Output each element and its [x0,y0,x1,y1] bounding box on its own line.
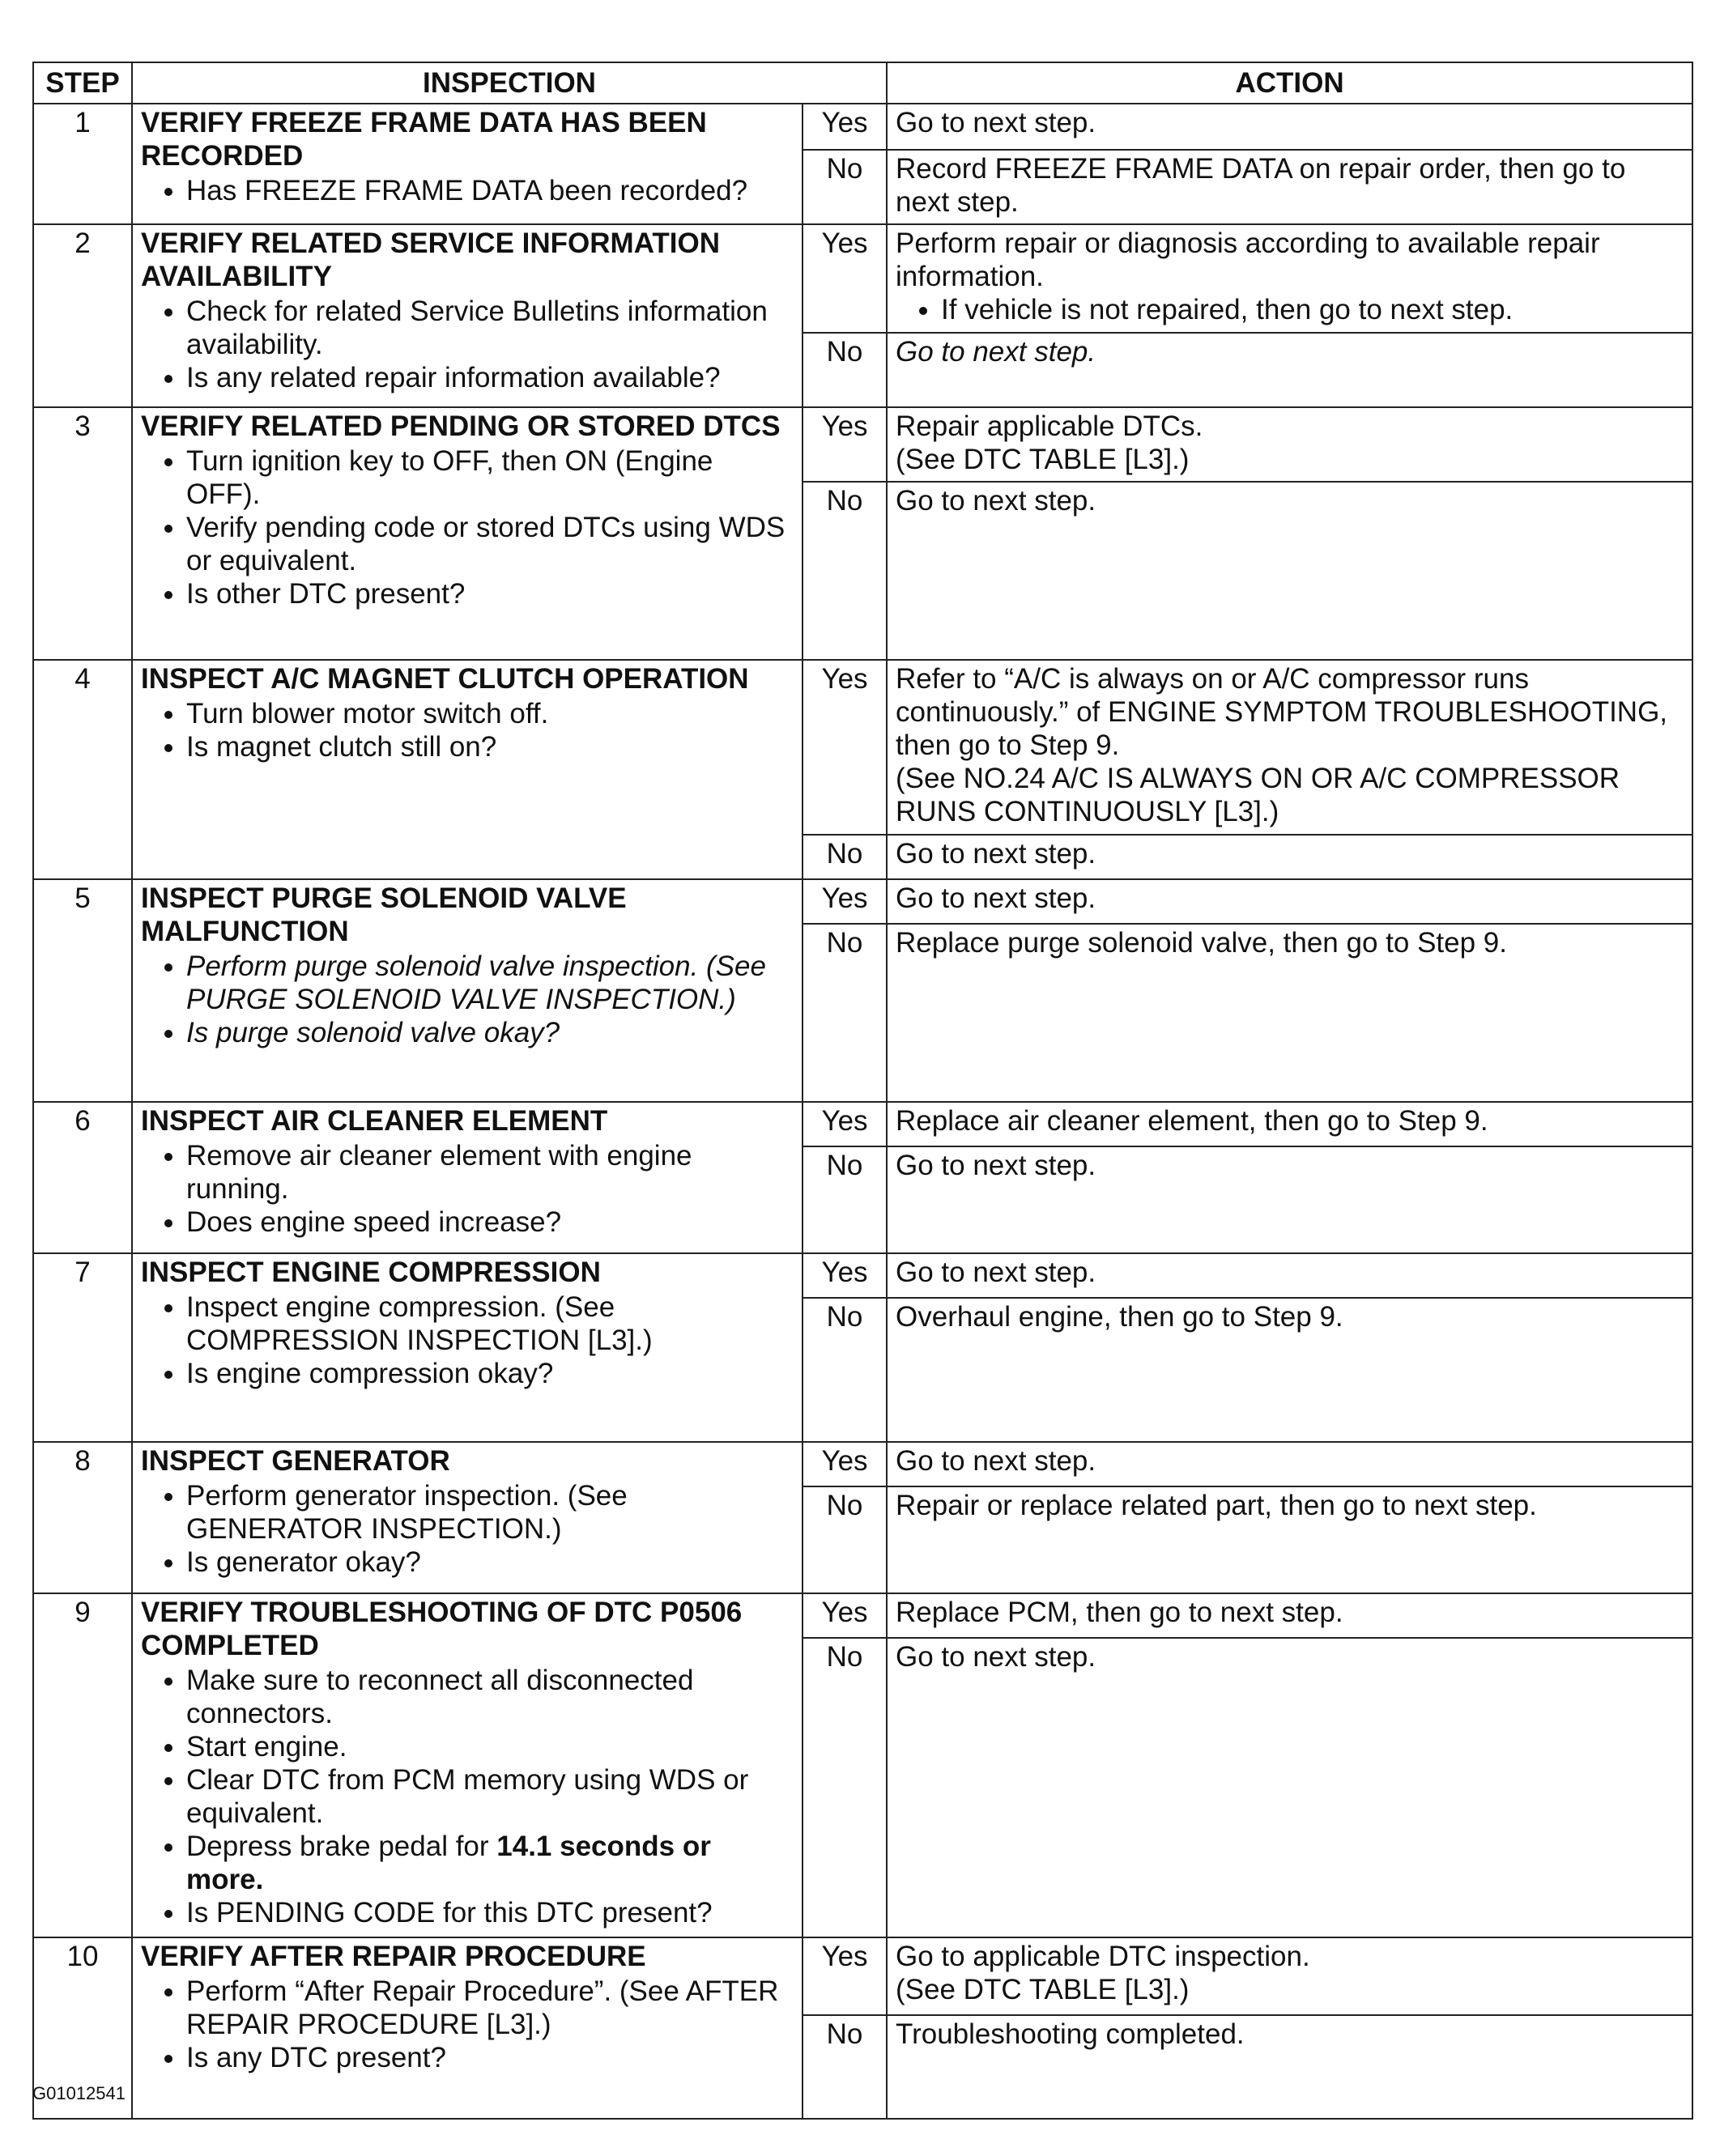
no-action [887,1298,1692,1442]
yes-label: Yes [803,1593,887,1638]
table-row [33,1253,1692,1298]
bullet-item: • Turn blower motor switch off. [186,697,794,730]
bullet-item: • Turn ignition key to OFF, then ON (Engine OFF). [186,444,794,511]
inspection-title: INSPECT A/C MAGNET CLUTCH OPERATION [141,663,749,695]
step-number: 8 [33,1442,132,1593]
bullet-item: • Is purge solenoid valve okay? [186,1016,794,1049]
yes-action [887,660,1692,835]
step-number: 5 [33,879,132,1102]
bullet-item: • Start engine. [186,1730,794,1763]
action-text: Go to next step. [896,1150,1096,1181]
bullet-item: • Is engine compression okay? [186,1357,794,1390]
yes-label: Yes [803,660,887,835]
header-step: STEP [33,62,132,104]
no-action [887,1486,1692,1593]
bullet-item: • Is magnet clutch still on? [186,730,794,763]
step-number: 9 [33,1593,132,1937]
table-row [33,1593,1692,1638]
action-text: Replace purge solenoid valve, then go to Step 9. [896,927,1507,959]
inspection-bullets [141,1664,794,1929]
bullet-item: • Is PENDING CODE for this DTC present? [186,1896,794,1929]
action-text: Replace PCM, then go to next step. [896,1597,1343,1628]
yes-label: Yes [803,879,887,924]
inspection-cell [132,1937,803,2119]
action-text: Troubleshooting completed. [896,2018,1245,2050]
inspection-bullets [141,1975,794,2074]
step-number: 2 [33,224,132,407]
bullet-item: • Clear DTC from PCM memory using WDS or equivalent. [186,1763,794,1830]
action-text: (See DTC TABLE [L3].) [896,1974,1190,2005]
inspection-bullets [141,950,794,1049]
no-label: No [803,333,887,407]
table-header-row [33,62,1692,104]
no-label: No [803,2015,887,2119]
inspection-cell [132,879,803,1102]
troubleshooting-table [32,62,1693,2120]
yes-label: Yes [803,1102,887,1146]
table-row [33,1102,1692,1146]
table-row [33,407,1692,482]
action-text: (See DTC TABLE [L3].) [896,444,1190,475]
inspection-cell [132,1442,803,1593]
bullet-item: • Is any DTC present? [186,2041,794,2074]
yes-action [887,1442,1692,1486]
yes-action [887,224,1692,333]
bullet-item: • Has FREEZE FRAME DATA been recorded? [186,174,794,207]
no-action [887,150,1692,224]
inspection-title: INSPECT PURGE SOLENOID VALVE MALFUNCTION [141,882,627,947]
inspection-bullets [141,295,794,394]
inspection-bullets [141,444,794,610]
bullet-item: • Perform purge solenoid valve inspection. (See PURGE SOLENOID VALVE INSPECTION.) [186,950,794,1016]
no-action [887,2015,1692,2119]
figure-id: G01012541 [32,2083,126,2103]
inspection-title: VERIFY RELATED PENDING OR STORED DTCS [141,410,781,442]
inspection-cell [132,224,803,407]
action-bullets [896,293,1684,326]
inspection-title: VERIFY TROUBLESHOOTING OF DTC P0506 COMPLETED [141,1597,743,1661]
action-text: Perform repair or diagnosis according to available repair information. [896,228,1600,292]
inspection-bullets [141,1139,794,1239]
action-text: Record FREEZE FRAME DATA on repair order, then go to next step. [896,153,1626,218]
action-text: Go to next step. [896,485,1096,517]
inspection-title: VERIFY AFTER REPAIR PROCEDURE [141,1941,646,1972]
table-row [33,224,1692,333]
yes-action [887,1937,1692,2015]
yes-label: Yes [803,104,887,150]
table-row [33,660,1692,835]
step-number: 7 [33,1253,132,1442]
bullet-item: • Inspect engine compression. (See COMPRESSION INSPECTION [L3].) [186,1291,794,1357]
no-label: No [803,1486,887,1593]
yes-label: Yes [803,224,887,333]
inspection-title: INSPECT AIR CLEANER ELEMENT [141,1105,608,1137]
inspection-title: INSPECT ENGINE COMPRESSION [141,1257,601,1288]
bullet-item: • Verify pending code or stored DTCs using WDS or equivalent. [186,511,794,577]
bullet-item: • Is generator okay? [186,1546,794,1579]
inspection-title: INSPECT GENERATOR [141,1445,450,1477]
bullet-item: • Check for related Service Bulletins information availability. [186,295,794,361]
no-action [887,333,1692,407]
yes-action [887,1102,1692,1146]
action-text: Go to next step. [896,838,1096,870]
bullet-item: • Make sure to reconnect all disconnected connectors. [186,1664,794,1730]
no-action [887,1146,1692,1253]
inspection-bullets [141,1291,794,1390]
no-label: No [803,482,887,660]
table-row [33,879,1692,924]
yes-label: Yes [803,407,887,482]
no-action [887,1638,1692,1937]
action-text: Go to next step. [896,1257,1096,1288]
step-number: 4 [33,660,132,879]
step-number: 3 [33,407,132,660]
inspection-cell [132,1593,803,1937]
table-row [33,1937,1692,2015]
no-action [887,482,1692,660]
header-action: ACTION [887,62,1692,104]
inspection-title: VERIFY RELATED SERVICE INFORMATION AVAILABILITY [141,228,720,292]
no-label: No [803,924,887,1102]
bullet-item: • Is other DTC present? [186,577,794,610]
yes-action [887,1253,1692,1298]
no-label: No [803,1638,887,1937]
action-text: Go to applicable DTC inspection. [896,1941,1310,1972]
action-text: Go to next step. [896,882,1096,914]
yes-action [887,879,1692,924]
inspection-cell [132,407,803,660]
action-text: Repair applicable DTCs. [896,410,1203,442]
bold-duration: 14.1 seconds or more. [186,1831,711,1895]
action-text: Overhaul engine, then go to Step 9. [896,1301,1343,1333]
no-action [887,835,1692,879]
bullet-item: • Does engine speed increase? [186,1206,794,1239]
table-row [33,104,1692,150]
yes-label: Yes [803,1937,887,2015]
no-action [887,924,1692,1102]
bullet-item: • If vehicle is not repaired, then go to next step. [941,293,1684,326]
action-text: (See NO.24 A/C IS ALWAYS ON OR A/C COMPRESSOR RUNS CONTINUOUSLY [L3].) [896,763,1620,827]
action-text: Replace air cleaner element, then go to Step 9. [896,1105,1488,1137]
inspection-bullets [141,174,794,207]
action-text: Go to next step. [896,336,1096,368]
step-number: 1 [33,104,132,224]
action-text: Refer to “A/C is always on or A/C compressor runs continuously.” of ENGINE SYMPTOM TROUBLESHOOTING, then go to Step 9. [896,663,1668,761]
inspection-bullets [141,1479,794,1579]
bullet-item: • Perform generator inspection. (See GENERATOR INSPECTION.) [186,1479,794,1546]
action-text: Go to next step. [896,1641,1096,1673]
inspection-cell [132,1102,803,1253]
action-text: Repair or replace related part, then go to next step. [896,1490,1537,1521]
yes-label: Yes [803,1253,887,1298]
bullet-item: • Perform “After Repair Procedure”. (See AFTER REPAIR PROCEDURE [L3].) [186,1975,794,2041]
step-number: 10 [33,1937,132,2119]
yes-action [887,104,1692,150]
inspection-cell [132,1253,803,1442]
inspection-title: VERIFY FREEZE FRAME DATA HAS BEEN RECORDED [141,107,707,172]
no-label: No [803,835,887,879]
no-label: No [803,1298,887,1442]
bullet-text: Depress brake pedal for [186,1831,489,1862]
table-row [33,1442,1692,1486]
inspection-cell [132,660,803,879]
inspection-bullets [141,697,794,763]
action-text: Go to next step. [896,107,1096,138]
bullet-item: • Is any related repair information available? [186,361,794,394]
action-text: Go to next step. [896,1445,1096,1477]
yes-action [887,407,1692,482]
no-label: No [803,150,887,224]
header-inspection: INSPECTION [132,62,887,104]
yes-label: Yes [803,1442,887,1486]
inspection-cell [132,104,803,224]
bullet-item [186,1830,794,1896]
yes-action [887,1593,1692,1638]
no-label: No [803,1146,887,1253]
step-number: 6 [33,1102,132,1253]
bullet-item: • Remove air cleaner element with engine running. [186,1139,794,1206]
